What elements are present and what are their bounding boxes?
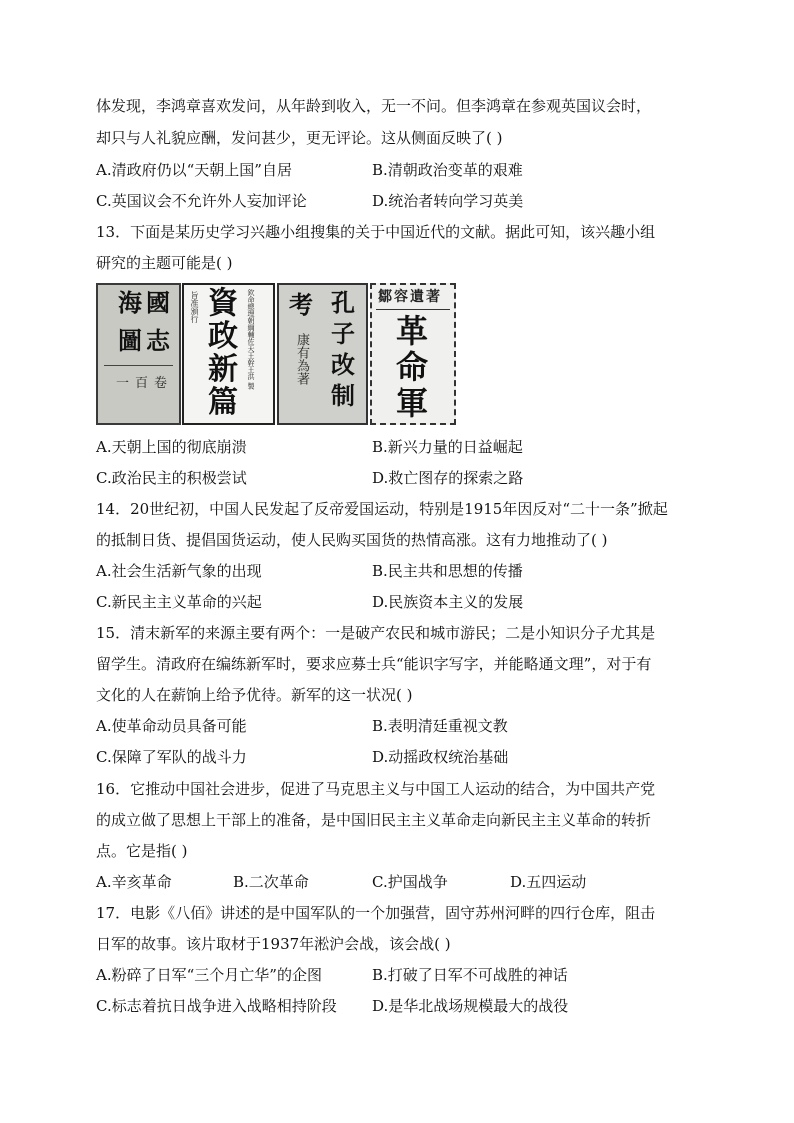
q16-option-a[interactable]: A.辛亥革命	[96, 873, 172, 891]
q16-stem-line-1: 16．它推动中国社会进步，促进了马克思主义与中国工人运动的结合，为中国共产党	[96, 780, 656, 798]
q16-stem-line-2: 的成立做了思想上干部上的准备，是中国旧民主主义革命走向新民主主义革命的转折	[96, 811, 652, 829]
q12-option-c[interactable]: C.英国议会不允许外人妄加评论	[96, 192, 307, 210]
divider	[376, 309, 450, 310]
book-title-char: 國	[146, 288, 170, 317]
q15-stem-line-2: 留学生。清政府在编练新军时，要求应募士兵“能识字写字，并能略通文理”，对于有	[96, 655, 652, 673]
q14-option-d[interactable]: D.民族资本主义的发展	[372, 593, 524, 611]
q17-stem-line-2: 日军的故事。该片取材于1937年淞沪会战，该会战( )	[96, 935, 451, 953]
q15-option-d[interactable]: D.动摇政权统治基础	[372, 748, 509, 766]
q15-option-b[interactable]: B.表明清廷重视文教	[372, 717, 508, 735]
q17-stem-line-1: 17．电影《八佰》讲述的是中国军队的一个加强营，固守苏州河畔的四行仓库，阻击	[96, 904, 656, 922]
book-title-char: 政	[208, 319, 238, 354]
book-cover-kongzi-gaizhi-kao	[277, 283, 368, 425]
q15-option-a[interactable]: A.使革命动员具备可能	[96, 717, 247, 735]
q13-option-c[interactable]: C.政治民主的积极尝试	[96, 469, 247, 487]
book-title-char: 孔	[331, 288, 355, 317]
q15-stem-line-1: 15．清末新军的来源主要有两个：一是破产农民和城市游民；二是小知识分子尤其是	[96, 624, 656, 642]
book-author: 康有為著	[294, 333, 309, 385]
q17-option-d[interactable]: D.是华北战场规模最大的战役	[372, 997, 569, 1015]
q14-stem-line-1: 14．20世纪初，中国人民发起了反帝爱国运动，特别是1915年因反对“二十一条”掀起	[96, 500, 668, 518]
book-cover-haiguo-tuzhi	[96, 283, 181, 425]
book-side-text-2: 欽命總理朝綱輔佐天王幹王洪 製	[247, 289, 255, 390]
book-title-char: 資	[208, 286, 238, 321]
q14-option-c[interactable]: C.新民主主义革命的兴起	[96, 593, 262, 611]
book-side-text: 旨准頒行	[190, 291, 199, 323]
q17-option-b[interactable]: B.打破了日军不可战胜的神话	[372, 966, 568, 984]
q16-option-c[interactable]: C.护国战争	[372, 873, 448, 891]
book-title-char: 志	[146, 326, 170, 355]
q12-option-a[interactable]: A.清政府仍以“天朝上国”自居	[96, 161, 292, 179]
book-title-char: 篇	[208, 385, 238, 420]
q13-option-d[interactable]: D.救亡图存的探索之路	[372, 469, 524, 487]
q16-option-d[interactable]: D.五四运动	[510, 873, 587, 891]
book-cover-geming-jun	[370, 283, 456, 425]
book-title-char: 海	[118, 288, 142, 317]
q12-option-d[interactable]: D.统治者转向学习英美	[372, 192, 524, 210]
q13-option-a[interactable]: A.天朝上国的彻底崩溃	[96, 438, 247, 456]
q15-stem-line-3: 文化的人在薪饷上给予优待。新军的这一状况( )	[96, 686, 413, 704]
book-title-char: 改	[331, 350, 355, 379]
q12-stem-line-2: 却只与人礼貌应酬，发问甚少，更无评论。这从侧面反映了( )	[96, 129, 503, 147]
book-title-char: 軍	[396, 384, 429, 422]
book-title-char: 命	[396, 348, 429, 386]
q17-option-c[interactable]: C.标志着抗日战争进入战略相持阶段	[96, 997, 337, 1015]
q16-stem-line-3: 点。它是指( )	[96, 842, 188, 860]
divider	[104, 365, 173, 366]
book-cover-zizheng-xinpian	[182, 283, 275, 425]
book-title-char: 子	[331, 319, 355, 348]
q13-stem-line-2: 研究的主题可能是( )	[96, 254, 233, 272]
q17-option-a[interactable]: A.粉碎了日军“三个月亡华”的企图	[96, 966, 322, 984]
q13-option-b[interactable]: B.新兴力量的日益崛起	[372, 438, 523, 456]
book-top-text: 鄒容遺著	[378, 289, 442, 305]
q14-option-a[interactable]: A.社会生活新气象的出现	[96, 562, 262, 580]
q13-stem-line-1: 13．下面是某历史学习兴趣小组搜集的关于中国近代的文献。据此可知，该兴趣小组	[96, 223, 656, 241]
book-title-char: 革	[396, 312, 429, 350]
book-title-char: 新	[208, 352, 238, 387]
book-title-char: 考	[289, 290, 313, 319]
q12-option-b[interactable]: B.清朝政治变革的艰难	[372, 161, 523, 179]
q16-option-b[interactable]: B.二次革命	[233, 873, 309, 891]
historical-documents-image	[96, 283, 458, 425]
q12-stem-line-1: 体发现，李鸿章喜欢发问，从年龄到收入，无一不问。但李鸿章在参观英国议会时，	[96, 97, 652, 115]
q14-option-b[interactable]: B.民主共和思想的传播	[372, 562, 523, 580]
book-title-char: 制	[331, 381, 355, 410]
book-title-char: 圖	[118, 326, 142, 355]
q15-option-c[interactable]: C.保障了军队的战斗力	[96, 748, 247, 766]
book-subtitle: 一百卷	[116, 376, 174, 391]
q14-stem-line-2: 的抵制日货、提倡国货运动，使人民购买国货的热情高涨。这有力地推动了( )	[96, 531, 608, 549]
